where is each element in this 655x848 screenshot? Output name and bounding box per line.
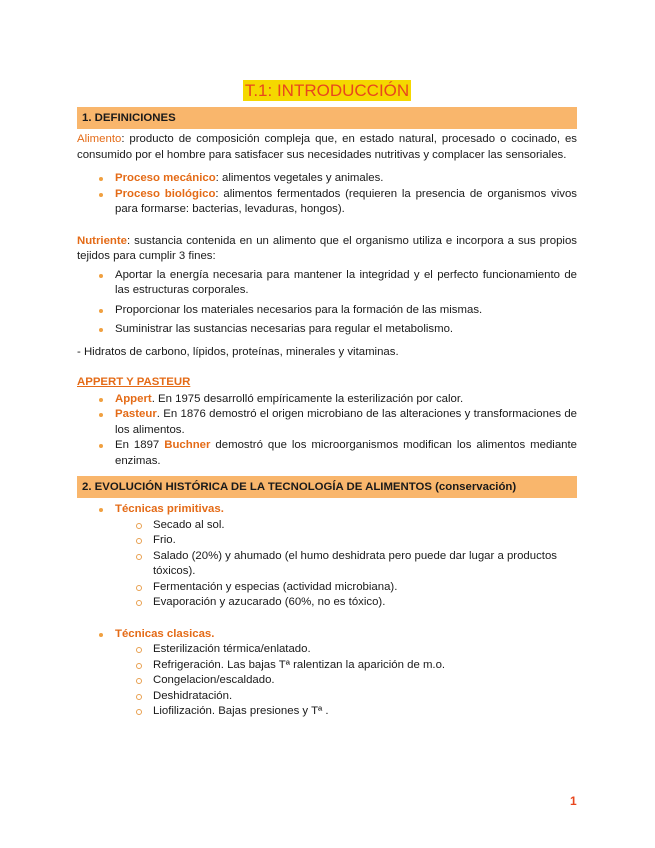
appert-pre: En 1897 bbox=[115, 439, 165, 451]
appert-text: . En 1975 desarrolló empíricamente la esterilización por calor. bbox=[151, 392, 464, 405]
appert-term: Pasteur bbox=[115, 408, 157, 420]
list-item: Frio. bbox=[77, 533, 577, 549]
appert-heading-text: APPERT Y PASTEUR bbox=[77, 376, 191, 388]
list-item bbox=[77, 392, 577, 408]
page-number: 1 bbox=[570, 794, 577, 808]
appert-term: Buchner bbox=[164, 439, 211, 451]
proceso-text: : alimentos vegetales y animales. bbox=[215, 172, 384, 184]
appert-heading bbox=[77, 375, 577, 391]
appert-list bbox=[77, 392, 577, 470]
list-item bbox=[77, 407, 577, 438]
appert-term: Appert bbox=[115, 392, 152, 405]
list-item: Fermentación y especias (actividad microbiana). bbox=[77, 580, 577, 596]
nutriente-text: : sustancia contenida en un alimento que el organismo utiliza e incorpora a sus propios tejidos para cumplir 3 fines: bbox=[77, 234, 577, 262]
list-item: Secado al sol. bbox=[77, 518, 577, 534]
primitivas-section bbox=[77, 502, 577, 518]
proceso-term: Proceso mecánico bbox=[115, 172, 216, 184]
primitivas-label: Técnicas primitivas. bbox=[115, 503, 224, 515]
nutriente-term: Nutriente bbox=[77, 234, 127, 247]
list-item: Deshidratación. bbox=[77, 689, 577, 705]
appert-text: . En 1876 demostró el origen microbiano de las alteraciones y transformaciones de los alimentos. bbox=[115, 408, 577, 436]
page-title: T.1: INTRODUCCIÓN bbox=[244, 81, 410, 100]
list-item: Evaporación y azucarado (60%, no es tóxico). bbox=[77, 595, 577, 611]
clasicas-list bbox=[77, 642, 577, 720]
list-item bbox=[77, 627, 577, 643]
clasicas-label: Técnicas clasicas. bbox=[115, 627, 215, 640]
nutriente-definition bbox=[77, 234, 577, 265]
alimento-text: : producto de composición compleja que, en estado natural, procesado o cocinado, es consumido por el hombre para satisfacer sus necesidades nutritivas y complacer las sensoriales. bbox=[77, 133, 577, 161]
hidratos-line: - Hidratos de carbono, lípidos, proteínas, minerales y vitaminas. bbox=[77, 345, 399, 358]
list-item: Esterilización térmica/enlatado. bbox=[77, 642, 577, 658]
list-item: Suministrar las sustancias necesarias para regular el metabolismo. bbox=[77, 322, 577, 338]
list-item: Refrigeración. Las bajas Tª ralentizan la aparición de m.o. bbox=[77, 658, 577, 674]
fines-list bbox=[77, 268, 577, 338]
section-heading-definiciones: 1. DEFINICIONES bbox=[77, 107, 577, 129]
list-item: Congelacion/escaldado. bbox=[77, 673, 577, 689]
list-item: Proporcionar los materiales necesarios para la formación de las mismas. bbox=[77, 303, 577, 319]
proceso-text: : alimentos fermentados (requieren la presencia de organismos vivos para formarse: bacterias, levaduras, hongos). bbox=[115, 187, 577, 215]
section-heading-evolucion: 2. EVOLUCIÓN HISTÓRICA DE LA TECNOLOGÍA DE ALIMENTOS (conservación) bbox=[77, 476, 577, 498]
list-item bbox=[77, 502, 577, 518]
clasicas-section bbox=[77, 627, 577, 643]
list-item bbox=[77, 187, 577, 218]
list-item bbox=[77, 438, 577, 469]
primitivas-list bbox=[77, 518, 577, 611]
list-item: Liofilización. Bajas presiones y Tª . bbox=[77, 704, 577, 720]
list-item: Salado (20%) y ahumado (el humo deshidrata pero puede dar lugar a productos tóxicos). bbox=[77, 549, 577, 580]
list-item bbox=[77, 171, 577, 187]
alimento-term: Alimento bbox=[77, 133, 122, 145]
alimento-definition bbox=[77, 132, 577, 163]
document-page bbox=[77, 0, 577, 720]
title-wrap bbox=[77, 80, 577, 102]
appert-text: demostró que los microorganismos modifican los alimentos mediante enzimas. bbox=[115, 439, 577, 467]
procesos-list bbox=[77, 171, 577, 218]
proceso-term: Proceso biológico bbox=[115, 187, 216, 200]
list-item: Aportar la energía necesaria para mantener la integridad y el perfecto funcionamiento de las estructuras corporales. bbox=[77, 268, 577, 299]
